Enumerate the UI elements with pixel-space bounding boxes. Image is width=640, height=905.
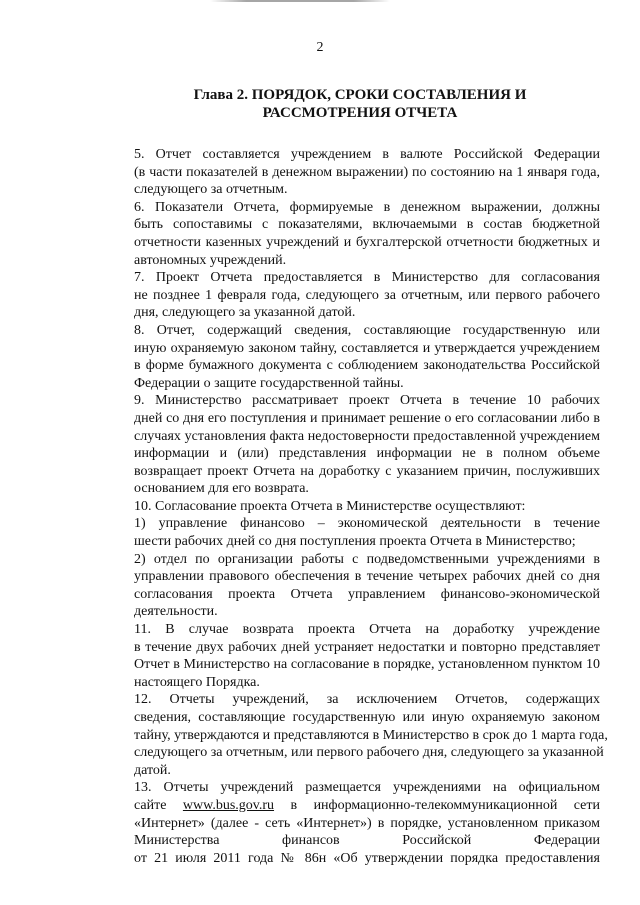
chapter-title — [120, 86, 600, 122]
paragraph-line: 13. Отчеты учреждений размещается учреждениями на официальном — [134, 780, 600, 796]
site-label: сайте — [134, 797, 167, 813]
paragraph-line: (в части показателей в денежном выражении) по состоянию на 1 января года, — [134, 164, 600, 180]
paragraph — [92, 269, 600, 322]
paragraph-line: 6. Показатели Отчета, формируемые в денежном выражении, должны — [134, 199, 600, 215]
bus-gov-link[interactable]: www.bus.gov.ru — [182, 797, 275, 813]
paragraph-line: «Интернет» (далее - сеть «Интернет») в порядке, установленном приказом — [134, 815, 600, 831]
paragraph-line: шести рабочих дней со дня поступления проекта Отчета в Министерство; — [134, 534, 576, 550]
chapter-title-line-1: Глава 2. ПОРЯДОК, СРОКИ СОСТАВЛЕНИЯ И — [193, 87, 527, 103]
paragraph-line: Отчет в Министерство на согласование в порядке, установленном пунктом 10 — [134, 657, 600, 673]
paragraph-line: дня, следующего за указанной датой. — [134, 305, 356, 321]
paragraph-line: деятельности. — [134, 604, 218, 620]
paragraph-line: в течение двух рабочих дней устраняет недостатки и повторно представляет — [134, 639, 600, 655]
paragraph — [92, 515, 600, 550]
paragraph-line: от 21 июля 2011 года № 86н «Об утверждении порядка предоставления — [134, 850, 600, 866]
paragraph — [92, 691, 608, 779]
network-text: в информационно-телекоммуникационной сети — [290, 797, 601, 813]
paragraph-line: 2) отдел по организации работы с подведомственными учреждениями в — [134, 551, 600, 567]
paragraph-line: не позднее 1 февраля года, следующего за отчетным, или первого рабочего — [134, 287, 600, 303]
paragraph — [92, 146, 600, 199]
paragraph-list — [92, 146, 608, 779]
paragraph-line — [92, 797, 600, 815]
paragraph-line: быть сопоставимы с показателями, включаемыми в состав бюджетной — [134, 217, 600, 233]
paragraph-line: согласования проекта Отчета управлением финансово-экономической — [134, 586, 600, 602]
paragraph-line: 12. Отчеты учреждений, за исключением Отчетов, содержащих — [134, 692, 600, 708]
paragraph-line: случаях установления факта недостоверности предоставленной учреждением — [134, 428, 600, 444]
paragraph-line: сведения, составляющие государственную или иную охраняемую законом — [134, 710, 600, 725]
paragraph-line: 11. В случае возврата проекта Отчета на доработку учреждение — [134, 622, 600, 638]
chapter-title-line-2: РАССМОТРЕНИЯ ОТЧЕТА — [262, 105, 458, 121]
paragraph-line: дней со дня его поступления и принимает решение о его согласовании либо в — [134, 410, 600, 426]
paragraph — [92, 199, 600, 269]
paragraph-line: Федерации о защите государственной тайны. — [134, 375, 404, 391]
scan-edge-mark — [210, 0, 390, 2]
paragraph-line: датой. — [134, 762, 171, 778]
paragraph-line: автономных учреждений. — [134, 252, 287, 268]
paragraph-13 — [92, 779, 600, 867]
paragraph — [92, 392, 600, 498]
paragraph-line: 5. Отчет составляется учреждением в валюте Российской Федерации — [134, 147, 600, 162]
paragraph-line: возвращает проект Отчета на доработку с указанием причин, послуживших — [134, 463, 600, 479]
paragraph-line: отчетности казенных учреждений и бухгалтерской отчетности бюджетных и — [134, 234, 600, 250]
paragraph — [92, 322, 600, 392]
body-text — [92, 146, 608, 867]
paragraph-line: 10. Согласование проекта Отчета в Министерстве осуществляют: — [134, 498, 526, 514]
paragraph-line: следующего за отчетным, или первого рабочего дня, следующего за указанной — [134, 745, 604, 761]
paragraph-line: 9. Министерство рассматривает проект Отчета в течение 10 рабочих — [134, 393, 600, 409]
paragraph-line: в форме бумажного документа с соблюдением законодательства Российской — [134, 358, 600, 374]
page-number: 2 — [316, 40, 324, 55]
paragraph-line: следующего за отчетным. — [134, 182, 288, 198]
paragraph-line: управлении правового обеспечения в течение четырех рабочих дней со дня — [134, 569, 600, 585]
paragraph-line: тайну, утверждаются и представляются в Министерство в срок до 1 марта года, — [134, 727, 608, 743]
paragraph-line: 7. Проект Отчета предоставляется в Министерство для согласования — [134, 270, 600, 286]
paragraph-line: Министерства финансов Российской Федерации — [134, 833, 600, 849]
paragraph-line: основанием для его возврата. — [134, 481, 309, 497]
paragraph — [92, 621, 600, 691]
paragraph-line: информации и (или) представления информации не в полном объеме — [134, 446, 600, 462]
paragraph-line: 1) управление финансово – экономической деятельности в течение — [134, 516, 600, 532]
paragraph-line: настоящего Порядка. — [134, 674, 260, 690]
paragraph-line: 8. Отчет, содержащий сведения, составляющие государственную или — [134, 322, 600, 338]
paragraph-line: иную охраняемую законом тайну, составляется и утверждается учреждением — [134, 340, 600, 356]
paragraph — [92, 498, 600, 516]
paragraph — [92, 551, 600, 621]
